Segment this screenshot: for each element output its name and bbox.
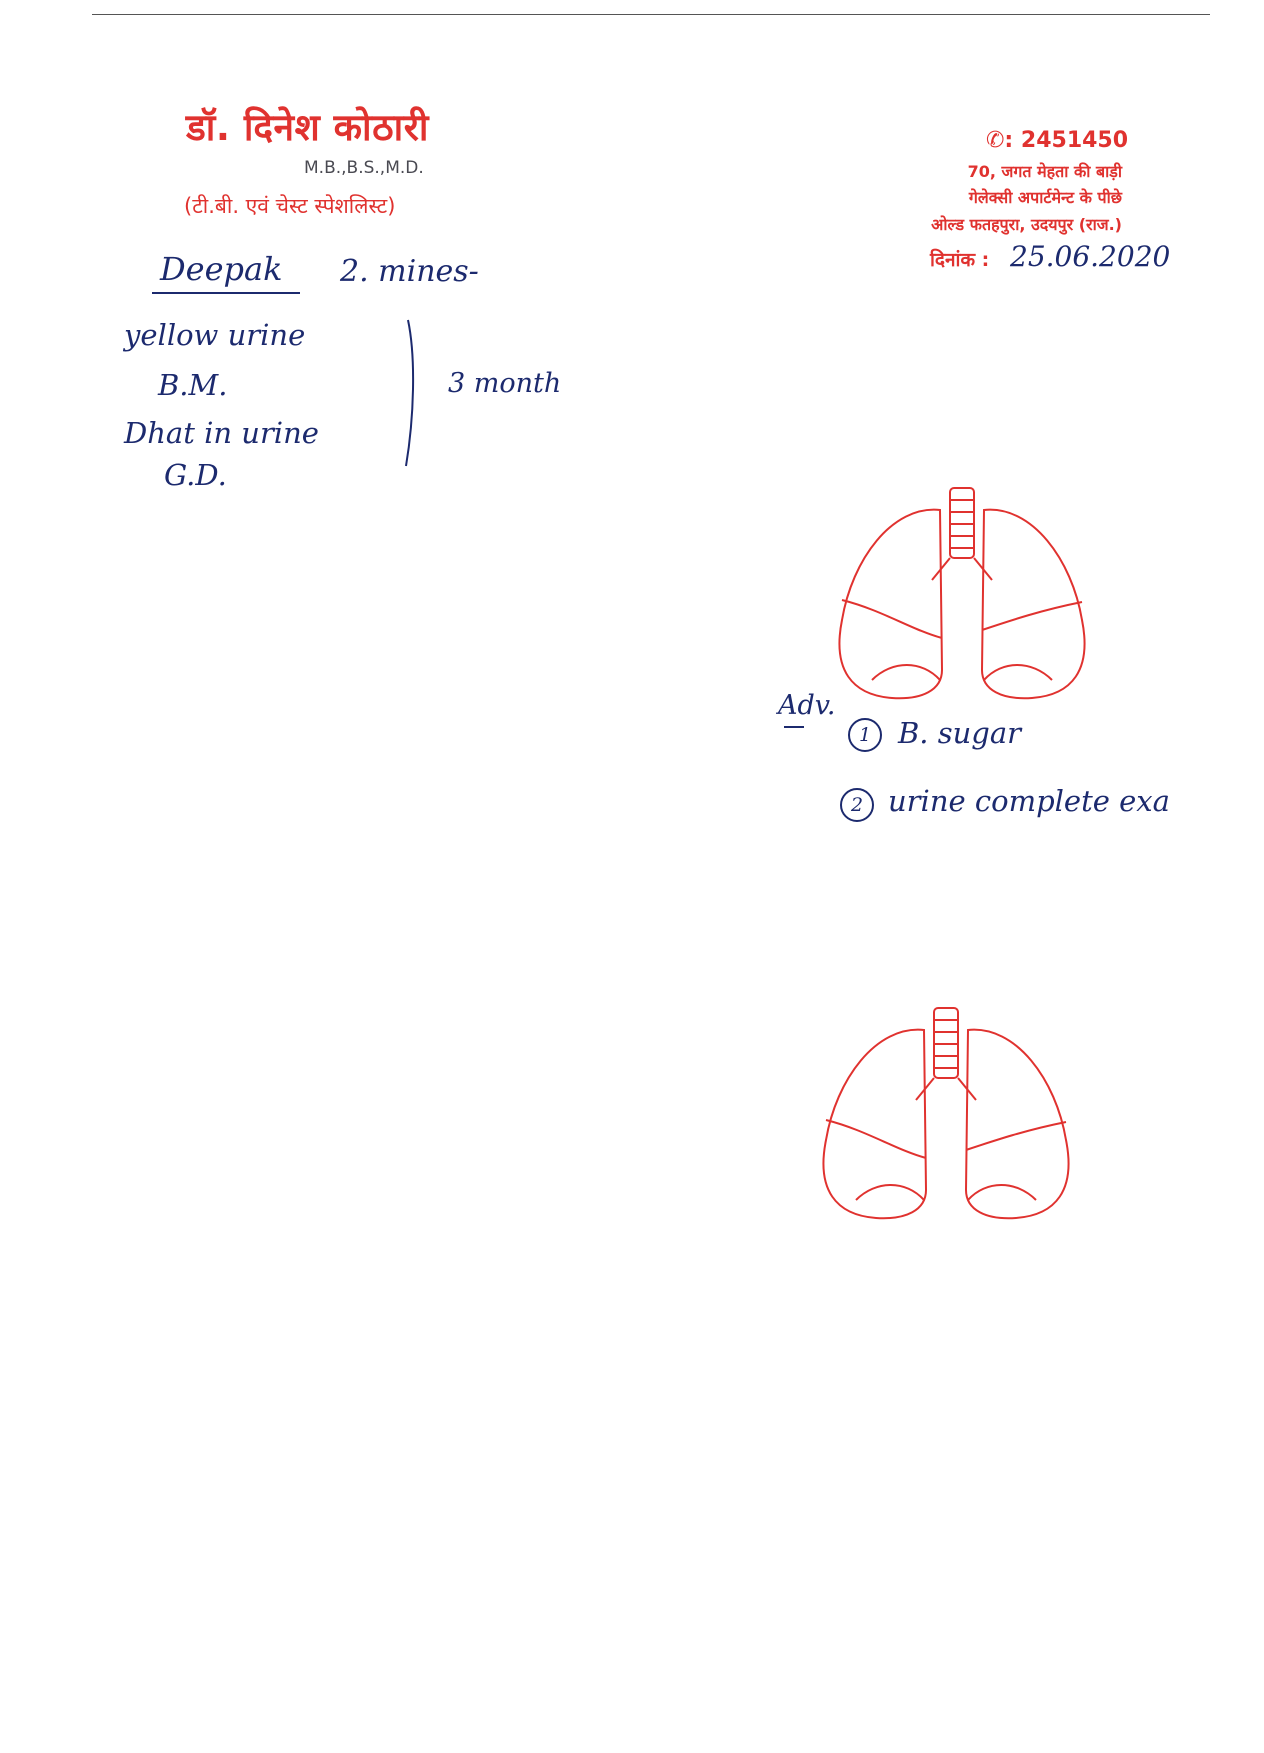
complaint-item: yellow urine — [124, 318, 306, 352]
complaints-bracket — [402, 318, 424, 468]
complaint-duration: 3 month — [448, 368, 562, 399]
patient-name: Deepak — [160, 250, 283, 288]
patient-name-underline — [152, 292, 300, 294]
doctor-name: डॉ. दिनेश कोठारी — [186, 106, 429, 149]
complaint-item: Dhat in urine — [124, 416, 319, 450]
date-label: दिनांक : — [930, 249, 990, 271]
doctor-specialty: (टी.बी. एवं चेस्ट स्पेशलिस्ट) — [184, 194, 396, 218]
complaint-item: B.M. — [158, 368, 228, 402]
doctor-qualification: M.B.,B.S.,M.D. — [304, 158, 424, 178]
investigation-item: urine complete exa — [888, 784, 1170, 818]
lungs-diagram-icon — [832, 480, 1092, 710]
patient-meta: 2. mines- — [340, 254, 479, 289]
top-rule — [92, 14, 1210, 15]
address-line-1: 70, जगत मेहता की बाड़ी — [967, 162, 1122, 181]
investigation-item: B. sugar — [898, 716, 1022, 750]
advice-label: Adv. — [778, 690, 836, 721]
complaint-item: G.D. — [164, 458, 227, 492]
investigation-number: 2 — [840, 788, 874, 822]
address-line-2: गेलेक्सी अपार्टमेन्ट के पीछे — [968, 188, 1122, 207]
lungs-diagram-icon — [816, 1000, 1076, 1230]
address-line-3: ओल्ड फतहपुरा, उदयपुर (राज.) — [931, 215, 1122, 234]
phone-number: ✆: 2451450 — [986, 128, 1129, 153]
investigation-number: 1 — [848, 718, 882, 752]
advice-underline — [784, 726, 804, 728]
prescription-date: 25.06.2020 — [1010, 240, 1171, 273]
